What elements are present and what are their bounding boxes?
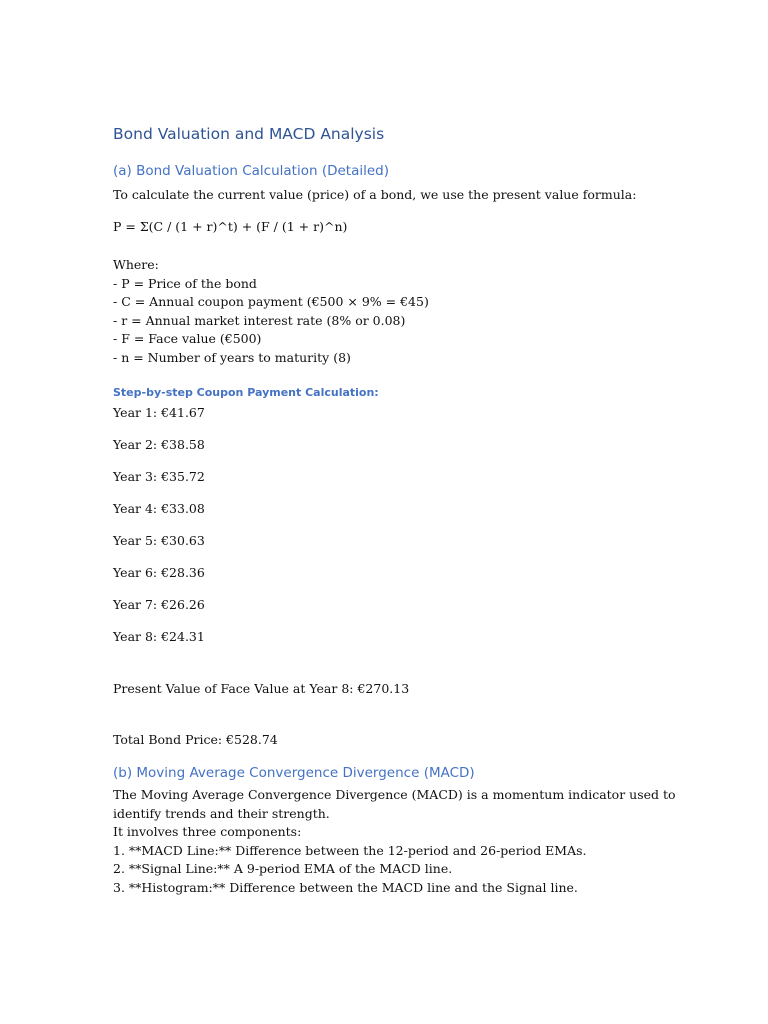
year-3-value: Year 3: €35.72: [113, 469, 205, 484]
section-a-heading: (a) Bond Valuation Calculation (Detailed): [113, 163, 390, 179]
year-6-value: Year 6: €28.36: [113, 565, 205, 580]
section-b-heading: (b) Moving Average Convergence Divergence (MACD): [113, 765, 475, 781]
macd-description: [113, 786, 676, 897]
macd-intro-line-2: identify trends and their strength.: [113, 805, 330, 821]
year-4-value: Year 4: €33.08: [113, 501, 205, 516]
definition-face-value: - F = Face value (€500): [113, 331, 262, 346]
pv-face-value: Present Value of Face Value at Year 8: €270.13: [113, 681, 410, 696]
macd-component-line: 1. **MACD Line:** Difference between the 12-period and 26-period EMAs.: [113, 842, 587, 858]
definition-price: - P = Price of the bond: [113, 275, 257, 291]
year-8-value: Year 8: €24.31: [113, 629, 205, 644]
macd-component-histogram: 3. **Histogram:** Difference between the MACD line and the Signal line.: [113, 879, 578, 895]
document-title: Bond Valuation and MACD Analysis: [113, 125, 385, 143]
definition-years: - n = Number of years to maturity (8): [113, 349, 351, 365]
year-7-value: Year 7: €26.26: [113, 597, 205, 612]
definition-rate: - r = Annual market interest rate (8% or 0.08): [113, 312, 406, 328]
definitions-list: [113, 256, 648, 367]
macd-intro-line-1: The Moving Average Convergence Divergence (MACD) is a momentum indicator used to: [113, 787, 676, 802]
macd-component-signal: 2. **Signal Line:** A 9-period EMA of the MACD line.: [113, 861, 453, 876]
year-2-value: Year 2: €38.58: [113, 437, 205, 452]
macd-components-intro: It involves three components:: [113, 824, 302, 839]
year-1-value: Year 1: €41.67: [113, 405, 205, 420]
section-a-intro: To calculate the current value (price) of a bond, we use the present value formula:: [113, 187, 637, 202]
total-bond-price: Total Bond Price: €528.74: [113, 732, 278, 747]
definition-coupon: - C = Annual coupon payment (€500 × 9% = €45): [113, 294, 429, 309]
step-by-step-heading: Step-by-step Coupon Payment Calculation:: [113, 386, 379, 399]
where-label: Where:: [113, 257, 159, 272]
pv-formula: P = Σ(C / (1 + r)^t) + (F / (1 + r)^n): [113, 219, 348, 234]
year-5-value: Year 5: €30.63: [113, 533, 205, 548]
